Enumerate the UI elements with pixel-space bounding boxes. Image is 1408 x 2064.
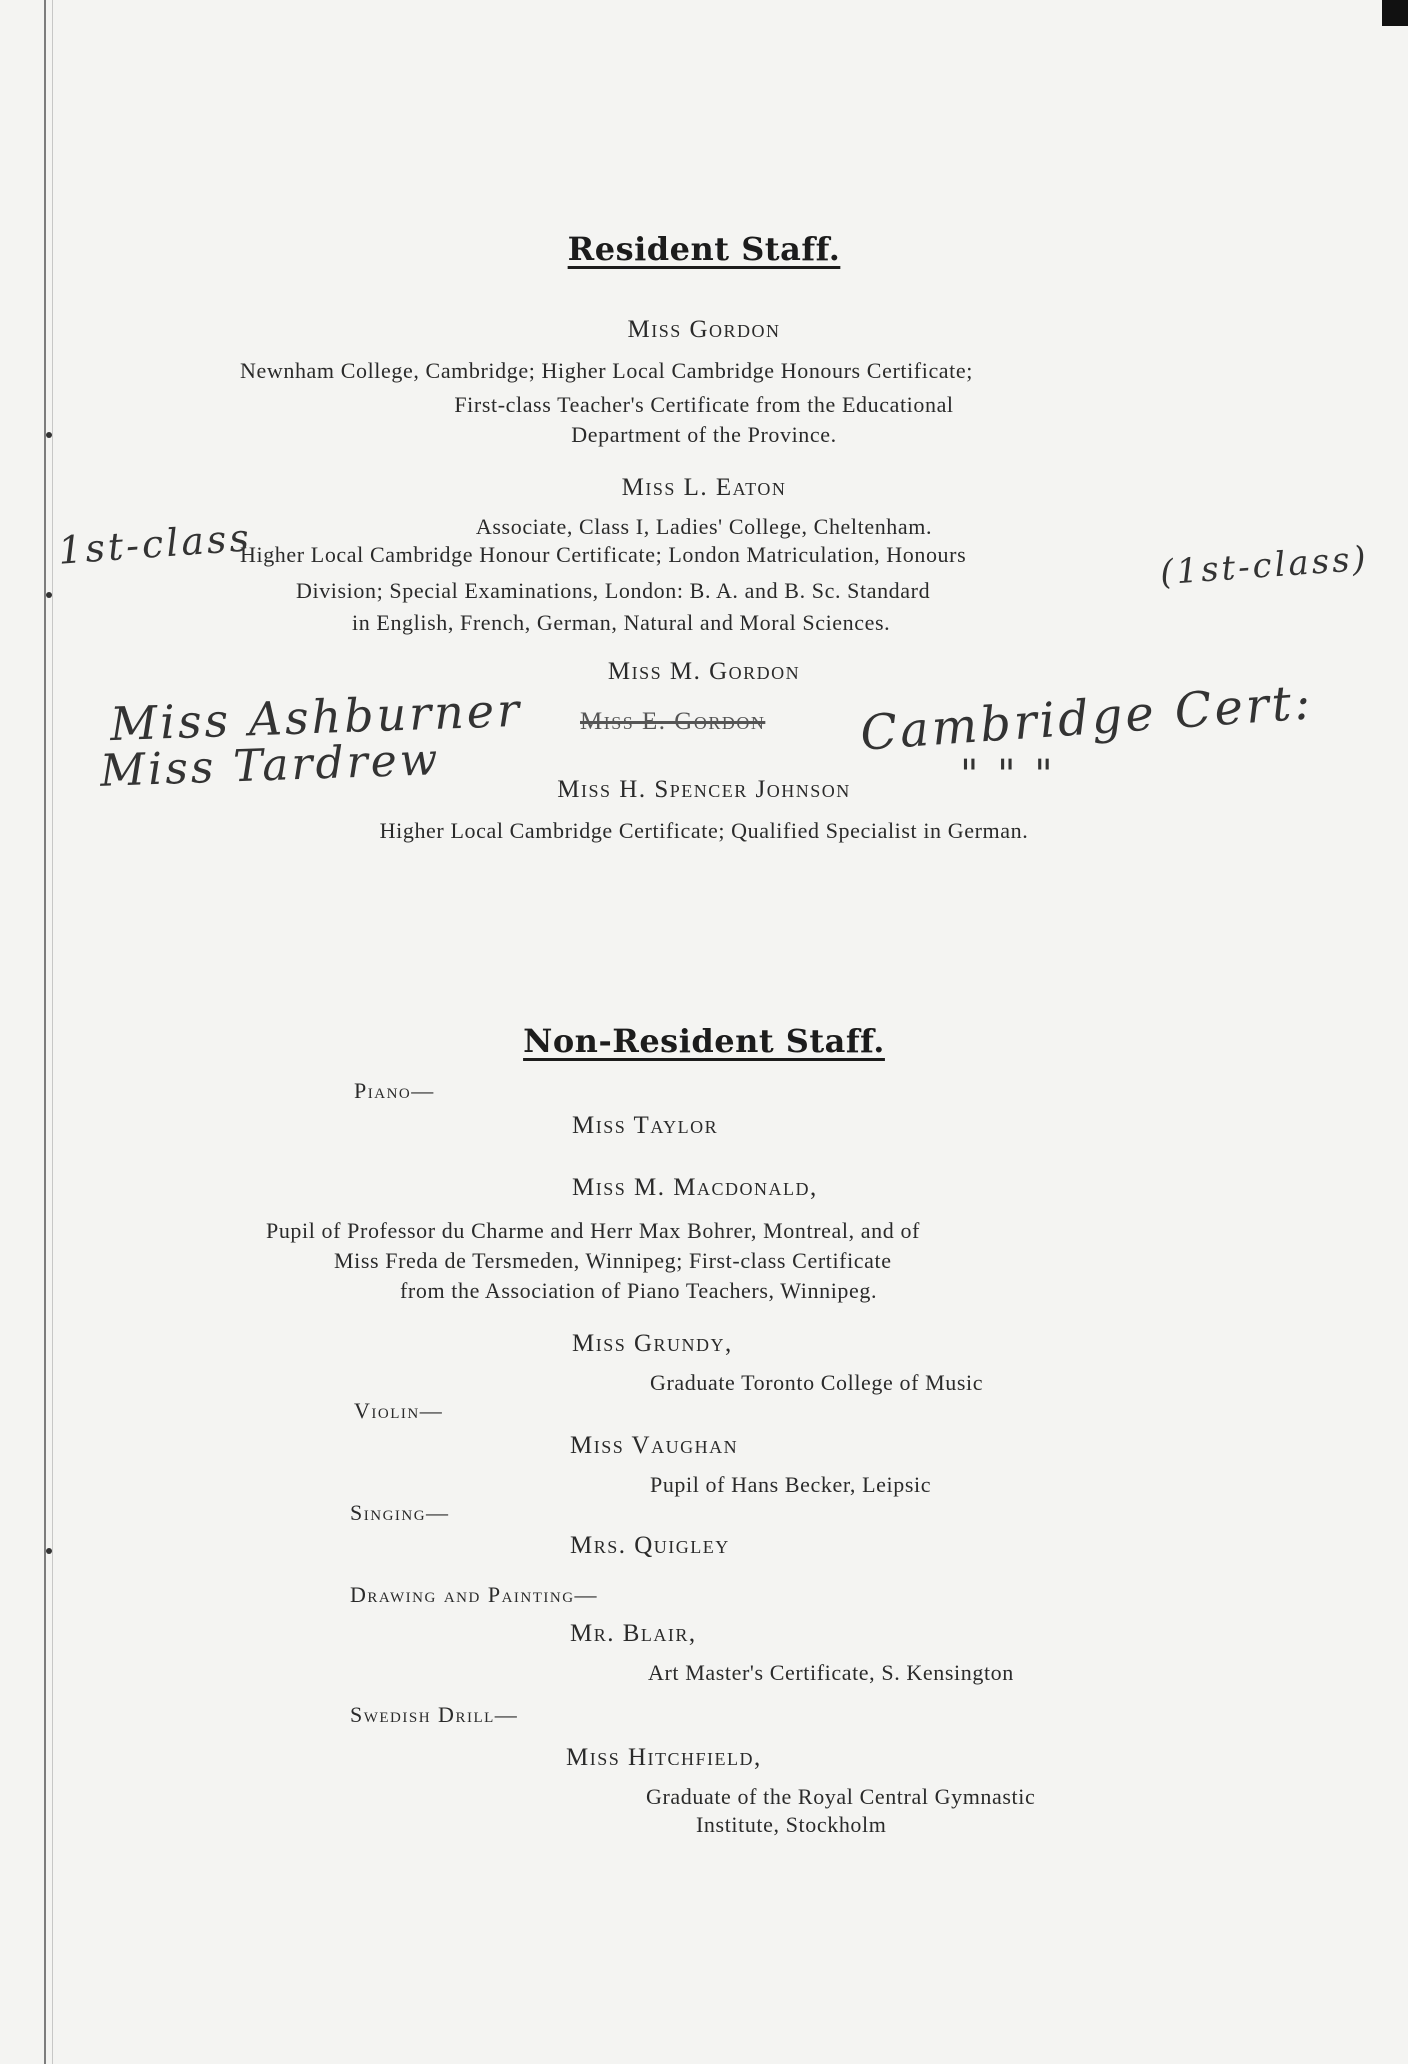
staff-credential-line: Pupil of Hans Becker, Leipsic — [650, 1472, 932, 1497]
handwritten-cambridge-note: Cambridge Cert: — [858, 674, 1315, 762]
staff-name: Miss Grundy, — [572, 1330, 733, 1357]
staff-name: Miss H. Spencer Johnson — [557, 776, 851, 803]
struck-staff-name: Miss E. Gordon — [580, 708, 766, 735]
staff-credential-line: Higher Local Cambridge Honour Certificate; London Matriculation, Honours — [240, 542, 967, 567]
staff-credential-line: from the Association of Piano Teachers, Winnipeg. — [400, 1278, 878, 1303]
staff-name: Miss Vaughan — [570, 1432, 739, 1459]
staff-name: Miss L. Eaton — [621, 474, 787, 501]
handwritten-ditto-marks: " " " — [960, 752, 1056, 798]
staff-credential-line: Institute, Stockholm — [696, 1812, 887, 1837]
staff-credential-line: Department of the Province. — [571, 422, 837, 447]
subject-label-piano: Piano— — [354, 1078, 435, 1103]
non-resident-staff-heading: Non-Resident Staff. — [523, 1022, 885, 1060]
staff-credential-line: Graduate Toronto College of Music — [650, 1370, 984, 1395]
staff-name: Miss M. Gordon — [607, 658, 801, 685]
handwritten-added-name: Miss Tardrew — [99, 734, 442, 797]
scan-corner — [1382, 0, 1408, 26]
staff-credential-line: Art Master's Certificate, S. Kensington — [648, 1660, 1014, 1685]
staff-credential-line: Associate, Class I, Ladies' College, Cheltenham. — [475, 514, 933, 539]
staff-credential-line: First-class Teacher's Certificate from the Educational — [454, 392, 954, 417]
margin-mark — [46, 1548, 52, 1554]
handwritten-first-class-note: 1st-class — [56, 515, 254, 573]
staff-credential-line: Pupil of Professor du Charme and Herr Max Bohrer, Montreal, and of — [266, 1218, 920, 1243]
staff-credential-line: Miss Freda de Tersmeden, Winnipeg; First-class Certificate — [334, 1248, 892, 1273]
staff-name: Miss M. Macdonald, — [572, 1174, 818, 1201]
subject-label-singing: Singing— — [350, 1500, 450, 1525]
staff-name: Mrs. Quigley — [570, 1532, 730, 1559]
staff-credential-line: Division; Special Examinations, London: B. A. and B. Sc. Standard — [296, 578, 931, 603]
handwritten-added-name: Miss Ashburner — [109, 682, 523, 752]
resident-staff-heading: Resident Staff. — [567, 230, 841, 268]
subject-label-drawing: Drawing and Painting— — [350, 1582, 599, 1607]
handwritten-first-class-note: (1st-class) — [1158, 538, 1370, 594]
staff-credential-line: Higher Local Cambridge Certificate; Qualified Specialist in German. — [379, 818, 1029, 843]
subject-label-drill: Swedish Drill— — [350, 1702, 519, 1727]
staff-name: Miss Taylor — [572, 1112, 719, 1139]
staff-name: Miss Hitchfield, — [566, 1744, 762, 1771]
staff-credential-line: Graduate of the Royal Central Gymnastic — [646, 1784, 1036, 1809]
staff-name: Miss Gordon — [627, 316, 781, 343]
staff-credential-line: Newnham College, Cambridge; Higher Local Cambridge Honours Certificate; — [240, 358, 973, 383]
staff-name: Mr. Blair, — [570, 1620, 697, 1647]
subject-label-violin: Violin— — [354, 1398, 444, 1423]
margin-mark — [46, 592, 52, 598]
staff-credential-line: in English, French, German, Natural and Moral Sciences. — [352, 610, 891, 635]
